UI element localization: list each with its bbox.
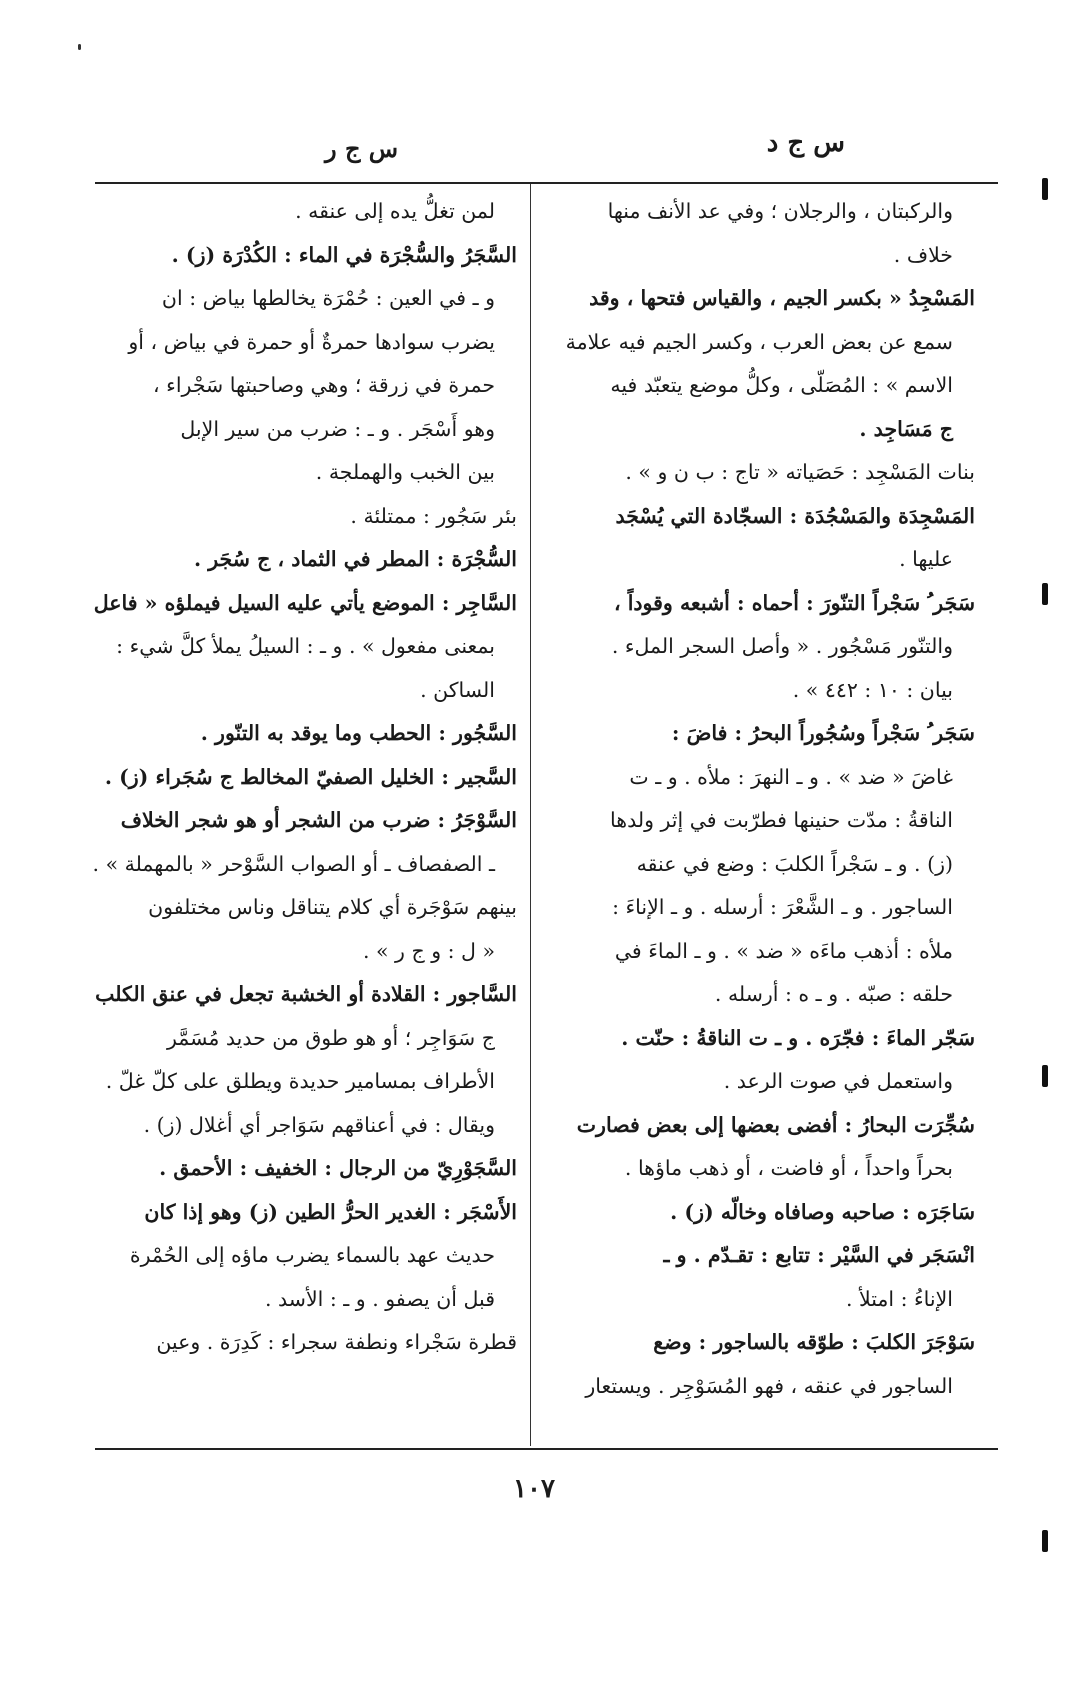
- text-line: واستعمل في صوت الرعد .: [723, 1069, 953, 1093]
- text-line: سَجَر ُ سَجْراً وسُجُوراً البحرُ : فاضَ :: [671, 721, 975, 745]
- text-line: حديث عهد بالسماء يضرب ماؤه إلى الحُمْرة: [129, 1243, 495, 1267]
- text-line: (ز) . و ـ سَجْراً الكلبَ : وضع في عنقه: [636, 851, 953, 876]
- text-line: ج سَوَاجِر ؛ أو هو طوق من حديد مُسَمَّر: [166, 1025, 495, 1050]
- margin-mark: [1042, 583, 1048, 605]
- margin-mark: [1042, 178, 1048, 200]
- right-column: [545, 190, 975, 1442]
- text-line: بين الخبب والهملجة .: [315, 460, 495, 484]
- text-line: والركبتان ، والرجلان ؛ وفي عد الأنف منها: [607, 199, 953, 223]
- text-line: سَوْجَرَ الكلبَ : طوّقه بالساجور : وضع: [653, 1330, 975, 1354]
- footer-rule: [95, 1448, 998, 1450]
- text-line: الإناءُ : امتلأ .: [845, 1286, 953, 1311]
- text-line: حمرة في زرقة ؛ وهي وصاحبتها سَجْراء ،: [153, 373, 495, 397]
- text-line: غاضَ « ضد » . و ـ النهرَ : ملأه . و ـ ت: [629, 764, 953, 789]
- text-line: ويقال : في أعناقهم سَوَاجر أي أغلال (ز) .: [143, 1112, 495, 1137]
- text-line: سَاجَرَه : صاحبه وصافاه وخالّه (ز) .: [670, 1199, 975, 1224]
- text-line: قطرة سَجْراء ونطفة سجراء : كَدِرَة . وعين: [156, 1330, 517, 1354]
- text-line: سمع عن بعض العرب ، وكسر الجيم فيه علامة: [565, 329, 953, 354]
- margin-mark: [1042, 1065, 1048, 1087]
- left-column: [92, 190, 517, 1442]
- text-line: ـ الصفصاف ـ أو الصواب السَّوْحر « بالمهملة » .: [92, 851, 495, 876]
- text-line: بحراً واحداً ، أو فاضت ، أو ذهب ماؤها .: [624, 1156, 953, 1180]
- margin-mark: [1042, 1530, 1048, 1552]
- text-line: بمعنى مفعول » . و ـ : السيلُ يملأ كلَّ شيء :: [116, 634, 495, 658]
- text-line: سَجَر ُ سَجْراً التنّورَ : أحماه : أشبعه وقوداً ،: [613, 590, 975, 615]
- text-line: خلاف .: [893, 242, 953, 267]
- text-line: المَسْجِدُ « بكسر الجيم ، والقياس فتحها ، وقد: [589, 286, 975, 310]
- column-divider: [530, 184, 531, 1446]
- text-line: حلقه : صبّه . و ـ ه : أرسله .: [714, 982, 953, 1006]
- scan-speck: [78, 44, 81, 50]
- header-root-right: س ج د: [766, 128, 845, 158]
- text-line: السَّجير : الخليل الصفيّ المخالط ج سُجَراء (ز) .: [104, 764, 517, 789]
- text-line: السَّوْجَرُ : ضرب من الشجر أو هو شجر الخلاف: [120, 808, 517, 832]
- text-line: قبل أن يصفو . و ـ : الأسد .: [264, 1286, 495, 1311]
- text-line: انْسَجَر في السَّيْر : تتابع : تقـدّم . و ـ: [663, 1243, 975, 1267]
- text-line: بئر سَجُور : ممتلئة .: [350, 503, 517, 528]
- text-line: الأطراف بمسامير حديدة ويطلق على كلّ غلّ .: [105, 1069, 495, 1093]
- text-line: بينهم سَوْجَرة أي كلام يتناقل وناس مختلفون: [148, 895, 517, 919]
- text-line: سَجّر الماءَ : فجّرَه . و ـ ت الناقةُ : حنّت .: [621, 1025, 975, 1050]
- text-line: السَّاجِر : الموضع يأتي عليه السيل فيملؤه « فاعل: [93, 590, 517, 615]
- text-line: الناقةُ : مدّت حنينها فطرّبت في إثر ولدها: [610, 808, 953, 832]
- text-line: الأَسْجَر : الغدير الحرُّ الطين (ز) وهو إذا كان: [144, 1199, 517, 1224]
- text-line: « ل : و ج ر » .: [362, 938, 495, 963]
- text-line: الساجور . و ـ الشَّعْرَ : أرسله . و ـ الإناءَ :: [612, 895, 953, 919]
- text-line: بيان : ١٠ : ٤٤٢ » .: [792, 677, 953, 702]
- page-header: [95, 128, 995, 178]
- text-line: سُجِّرَت البحارُ : أفضى بعضها إلى بعض فصارت: [576, 1112, 975, 1137]
- text-line: وهو أَسْجَر . و ـ : ضرب من سير الإبل: [180, 416, 495, 441]
- header-root-left: س ج ر: [325, 134, 399, 163]
- text-line: بنات المَسْجِد : حَصَياته « تاج : ب ن و » .: [625, 460, 975, 484]
- text-line: والتنّور مَسْجُور . « وأصل السجر الملء .: [611, 634, 953, 658]
- text-line: لمن تغلُّ يده إلى عنقه .: [295, 199, 495, 223]
- text-line: و ـ في العين : حُمْرَة يخالطها بياض : ان: [161, 286, 495, 310]
- page-number: ١٠٧: [513, 1474, 555, 1504]
- text-line: السَّجُور : الحطب وما يوقد به التنّور .: [200, 721, 517, 745]
- text-line: الاسم » : المُصَلّى ، وكلُّ موضع يتعبّد فيه: [610, 373, 953, 397]
- text-line: ج مَسَاجِد .: [859, 416, 953, 441]
- text-line: عليها .: [899, 547, 953, 571]
- text-line: الساجور في عنقه ، فهو المُسَوْجِر . ويستعار: [585, 1373, 953, 1398]
- text-line: المَسْجِدَة والمَسْجُدَة : السجّادة التي يُسْجَد: [615, 503, 975, 528]
- text-line: السَّجَرُ والسُّجْرَة في الماء : الكُدْرَة (ز) .: [171, 242, 517, 267]
- header-rule: [95, 182, 998, 184]
- text-line: السَّجَوْرِيّ من الرجال : الخفيف : الأحمق .: [159, 1156, 517, 1180]
- text-line: يضرب سوادها حمرةٌ أو حمرة في بياض ، أو: [128, 329, 495, 354]
- text-line: السُّجْرَة : المطر في الثماد ، ج سُجَر .: [193, 547, 517, 571]
- text-line: الساكن .: [420, 677, 495, 702]
- text-line: السَّاجور : القلادة أو الخشبة تجعل في عنق الكلب: [95, 982, 517, 1006]
- text-line: ملأه : أذهب ماءَه « ضد » . و ـ الماءَ في: [614, 938, 953, 963]
